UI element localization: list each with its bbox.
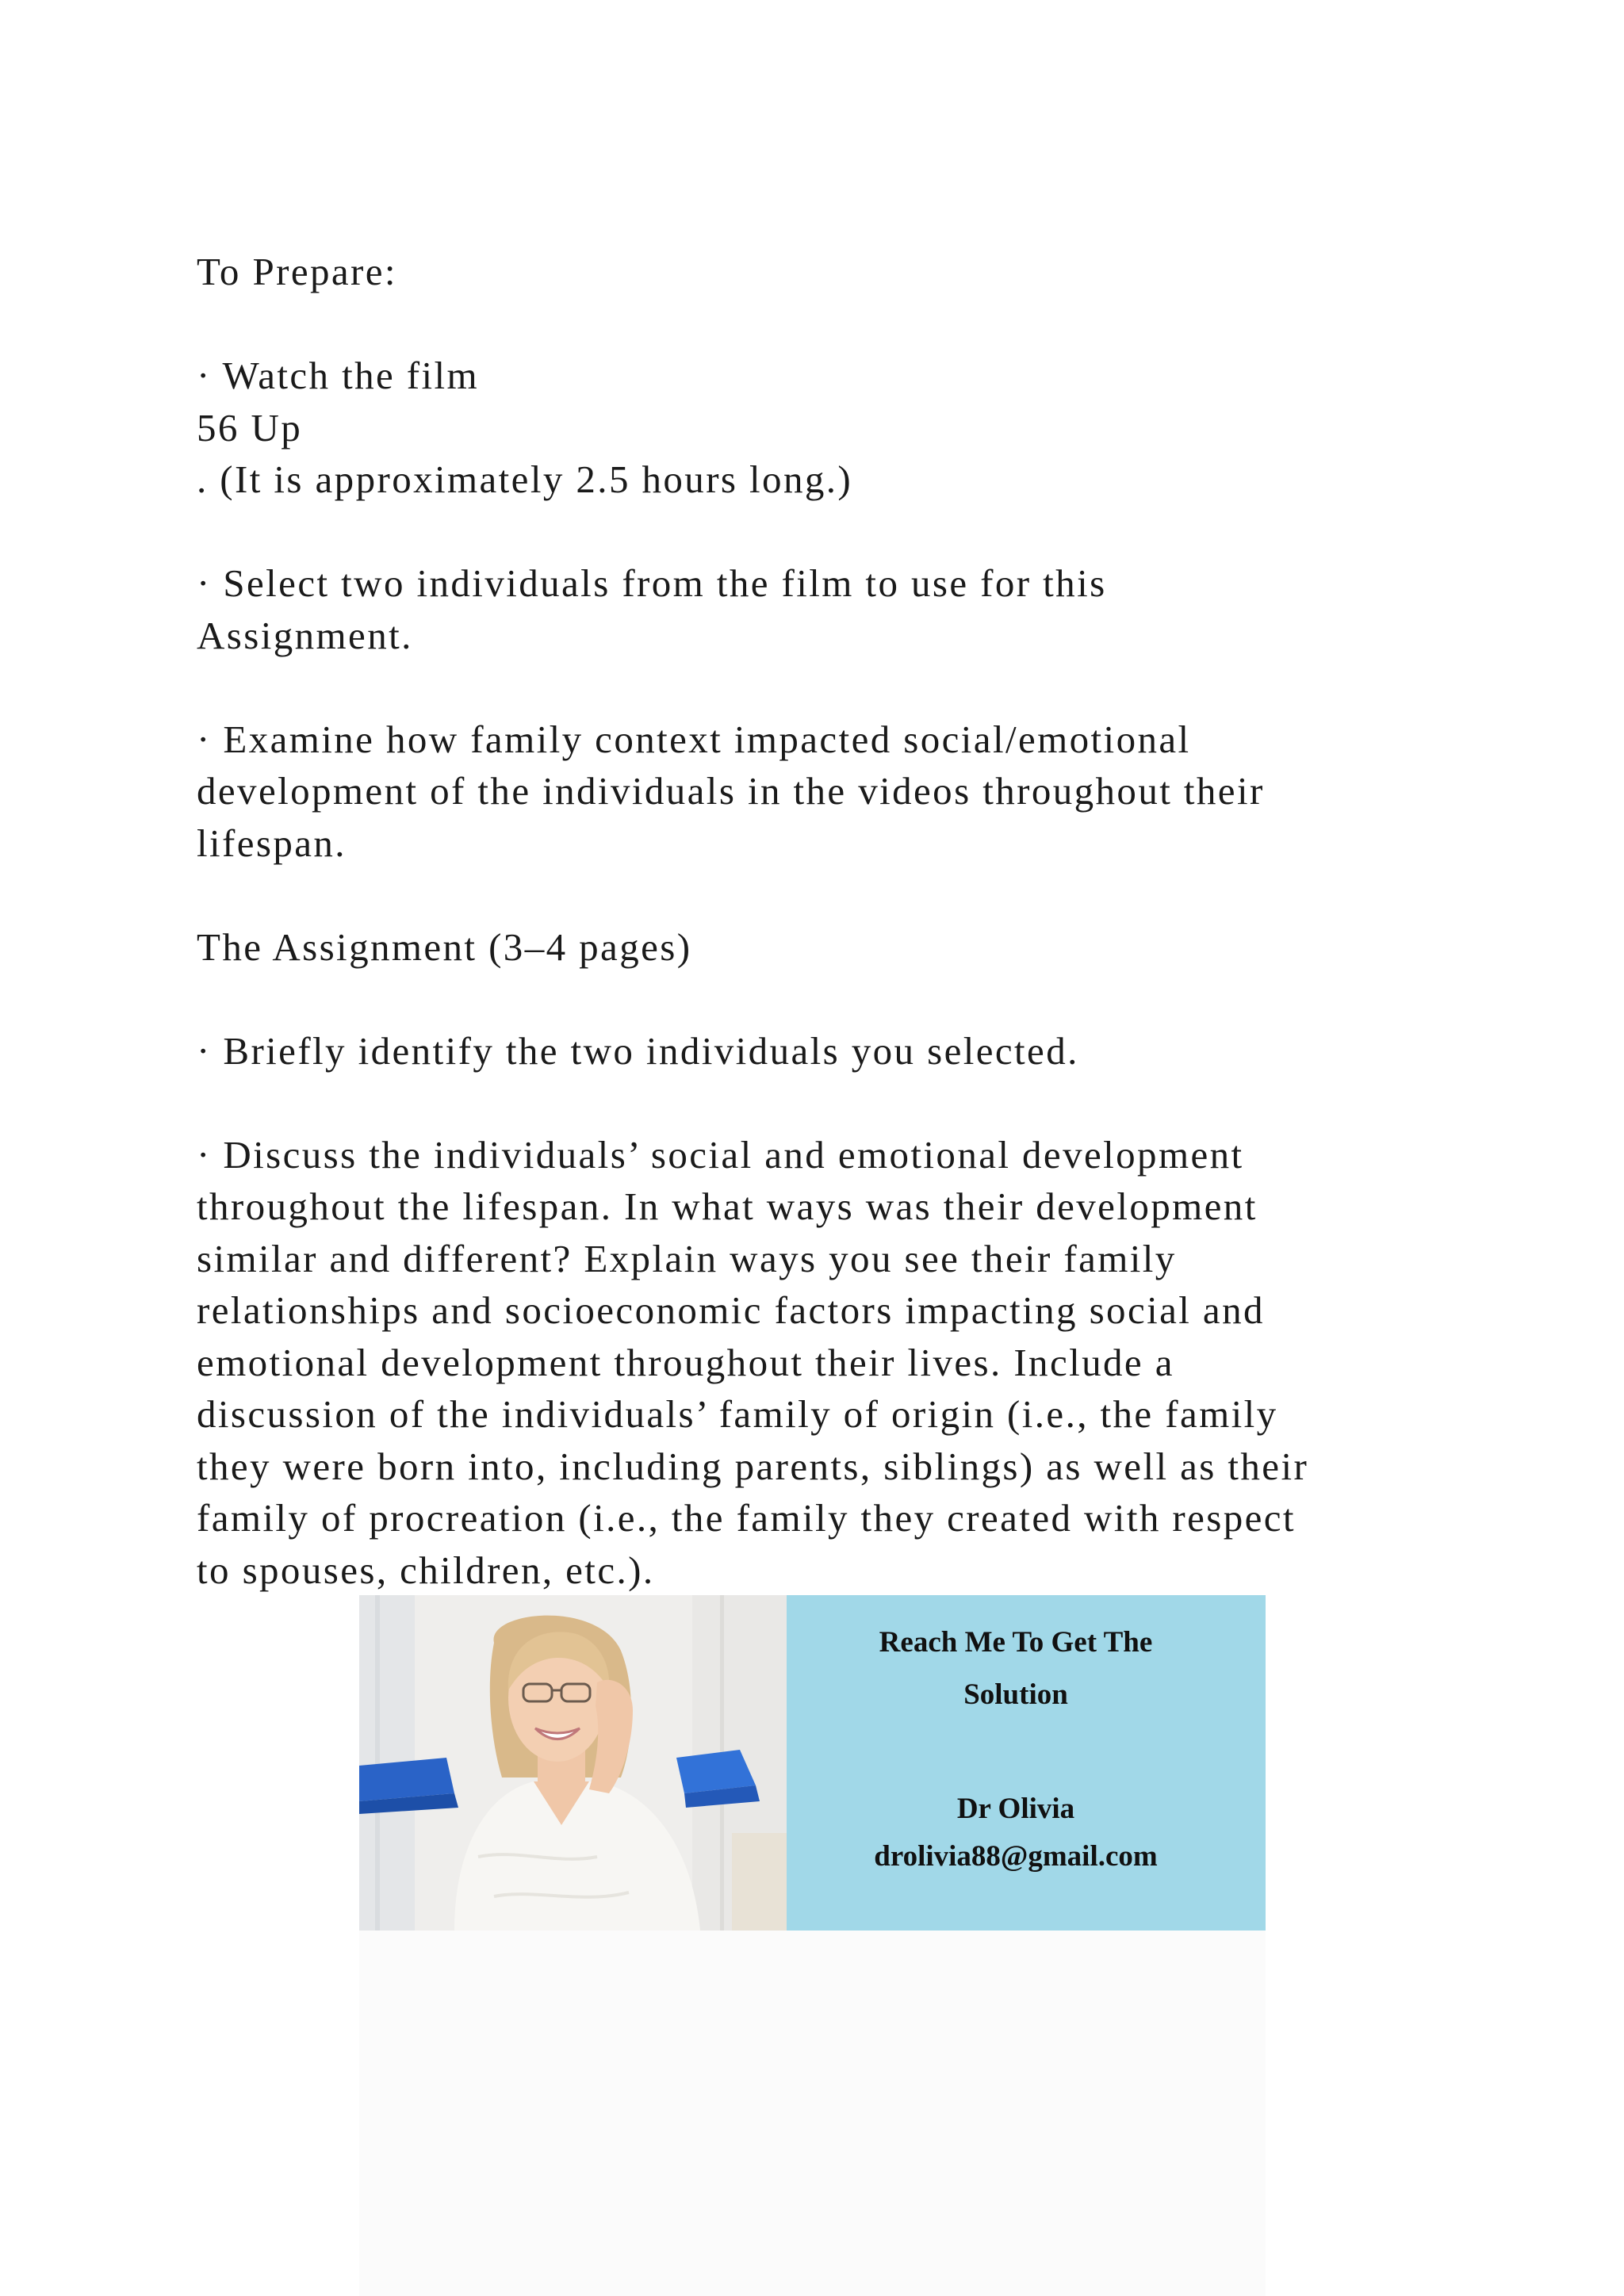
bullet-discuss-line: relationships and socioeconomic factors impacting social and [197, 1288, 1265, 1332]
contact-email: drolivia88@gmail.com [874, 1840, 1158, 1873]
bullet-watch-line-2: 56 Up [197, 405, 303, 450]
contact-line-2: Solution [963, 1678, 1068, 1711]
bullet-discuss-line: similar and different? Explain ways you see their family [197, 1236, 1177, 1280]
bullet-discuss-line: emotional development throughout their lives. Include a [197, 1340, 1174, 1384]
assignment-heading: The Assignment (3–4 pages) [197, 924, 692, 969]
contact-card [787, 1595, 1266, 1931]
to-prepare-heading: To Prepare: [197, 250, 397, 293]
bullet-discuss-line: they were born into, including parents, siblings) as well as their [197, 1444, 1309, 1488]
bullet-examine-line-1: · Examine how family context impacted social/emotional [197, 717, 1191, 761]
bullet-examine-line-2: development of the individuals in the videos throughout their [197, 769, 1265, 813]
bullet-examine-line-3: lifespan. [197, 821, 347, 865]
bullet-discuss-line: family of procreation (i.e., the family they created with respect [197, 1496, 1296, 1540]
bullet-discuss-line: discussion of the individuals’ family of origin (i.e., the family [197, 1392, 1278, 1436]
bullet-discuss-line: throughout the lifespan. In what ways was their development [197, 1184, 1258, 1228]
contact-line-1: Reach Me To Get The [879, 1626, 1153, 1659]
bullet-select-line-1: · Select two individuals from the film to use for this [197, 561, 1107, 605]
bullet-discuss-line: · Discuss the individuals’ social and emotional development [197, 1132, 1244, 1177]
contact-banner [359, 1595, 1266, 1931]
contact-name: Dr Olivia [956, 1793, 1075, 1825]
bullet-discuss-line: to spouses, children, etc.). [197, 1548, 655, 1592]
woman-photo-illustration [359, 1595, 787, 1931]
bullet-watch-line-1: · Watch the film [197, 354, 480, 397]
banner-shadow-area [359, 1931, 1266, 2296]
document-body [197, 246, 1481, 1596]
bullet-identify: · Briefly identify the two individuals you selected. [197, 1028, 1079, 1073]
bullet-select-line-2: Assignment. [197, 613, 413, 657]
bullet-watch-line-3: . (It is approximately 2.5 hours long.) [197, 457, 853, 501]
woman-photo [359, 1595, 787, 1931]
